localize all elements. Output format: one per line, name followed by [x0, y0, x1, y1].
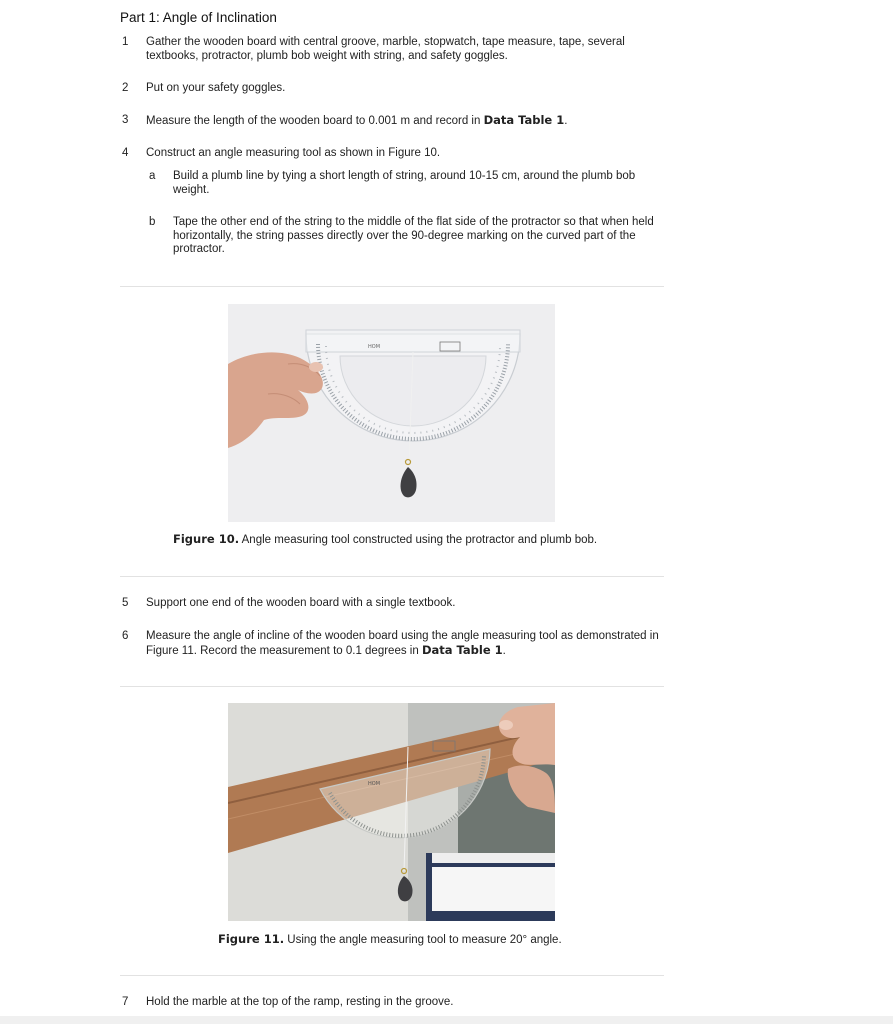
substep-letter: a: [149, 170, 156, 182]
step-number: 5: [122, 597, 129, 609]
section-heading: Part 1: Angle of Inclination: [120, 10, 277, 25]
step-text: Hold the marble at the top of the ramp, resting in the groove.: [146, 996, 454, 1008]
substep-letter: b: [149, 216, 156, 228]
data-table-reference: Data Table 1: [421, 642, 503, 657]
figure-10-photo: [228, 304, 555, 522]
step-text: Put on your safety goggles.: [146, 82, 286, 94]
step-number: 6: [122, 630, 129, 642]
step-text-part: .: [502, 644, 506, 657]
substep-text: Tape the other end of the string to the middle of the flat side of the protractor so that when held horizontally, the string passes directly over the 90-degree marking on the curved part of the protractor.: [173, 216, 654, 255]
protractor-plumb-bob-photo-icon: [228, 304, 555, 522]
step-text-part: Measure the length of the wooden board to 0.001 m and record in: [146, 115, 484, 127]
figure-label: Figure 10.: [173, 532, 240, 546]
protractor-on-ramp-photo-icon: [228, 703, 555, 921]
substep-text: Build a plumb line by tying a short length of string, around 10-15 cm, around the plumb bob weight.: [173, 170, 636, 196]
step-number: 3: [122, 114, 129, 126]
step-text: [146, 630, 661, 658]
divider: [120, 686, 664, 687]
data-table-reference: Data Table 1: [483, 113, 565, 127]
step-number: 4: [122, 147, 129, 159]
figure-caption-text: Using the angle measuring tool to measure 20° angle.: [284, 934, 562, 946]
horizontal-scrollbar-track[interactable]: [0, 1016, 893, 1024]
figure-11-photo: [228, 703, 555, 921]
step-text: Support one end of the wooden board with a single textbook.: [146, 597, 456, 609]
divider: [120, 576, 664, 577]
figure-10-caption: [173, 532, 597, 546]
figure-label: Figure 11.: [218, 932, 285, 946]
step-text-part: Measure the angle of incline of the wooden board using the angle measuring tool as demonstrated in Figure 11. Record the measurement to 0.1 degrees in: [146, 630, 659, 657]
step-text: [146, 114, 666, 129]
figure-11-caption: [218, 932, 562, 946]
step-number: 2: [122, 82, 129, 94]
divider: [120, 286, 664, 287]
figure-caption-text: Angle measuring tool constructed using the protractor and plumb bob.: [239, 534, 598, 546]
svg-text:HOM: HOM: [368, 344, 381, 350]
step-number: 1: [122, 36, 129, 48]
step-number: 7: [122, 996, 129, 1008]
step-text-part: .: [564, 115, 568, 127]
divider: [120, 975, 664, 976]
svg-text:HOM: HOM: [368, 781, 381, 787]
step-text: Gather the wooden board with central groove, marble, stopwatch, tape measure, tape, several textbooks, protractor, plumb bob weight with string, and safety goggles.: [146, 36, 625, 62]
step-text: Construct an angle measuring tool as shown in Figure 10.: [146, 147, 441, 159]
